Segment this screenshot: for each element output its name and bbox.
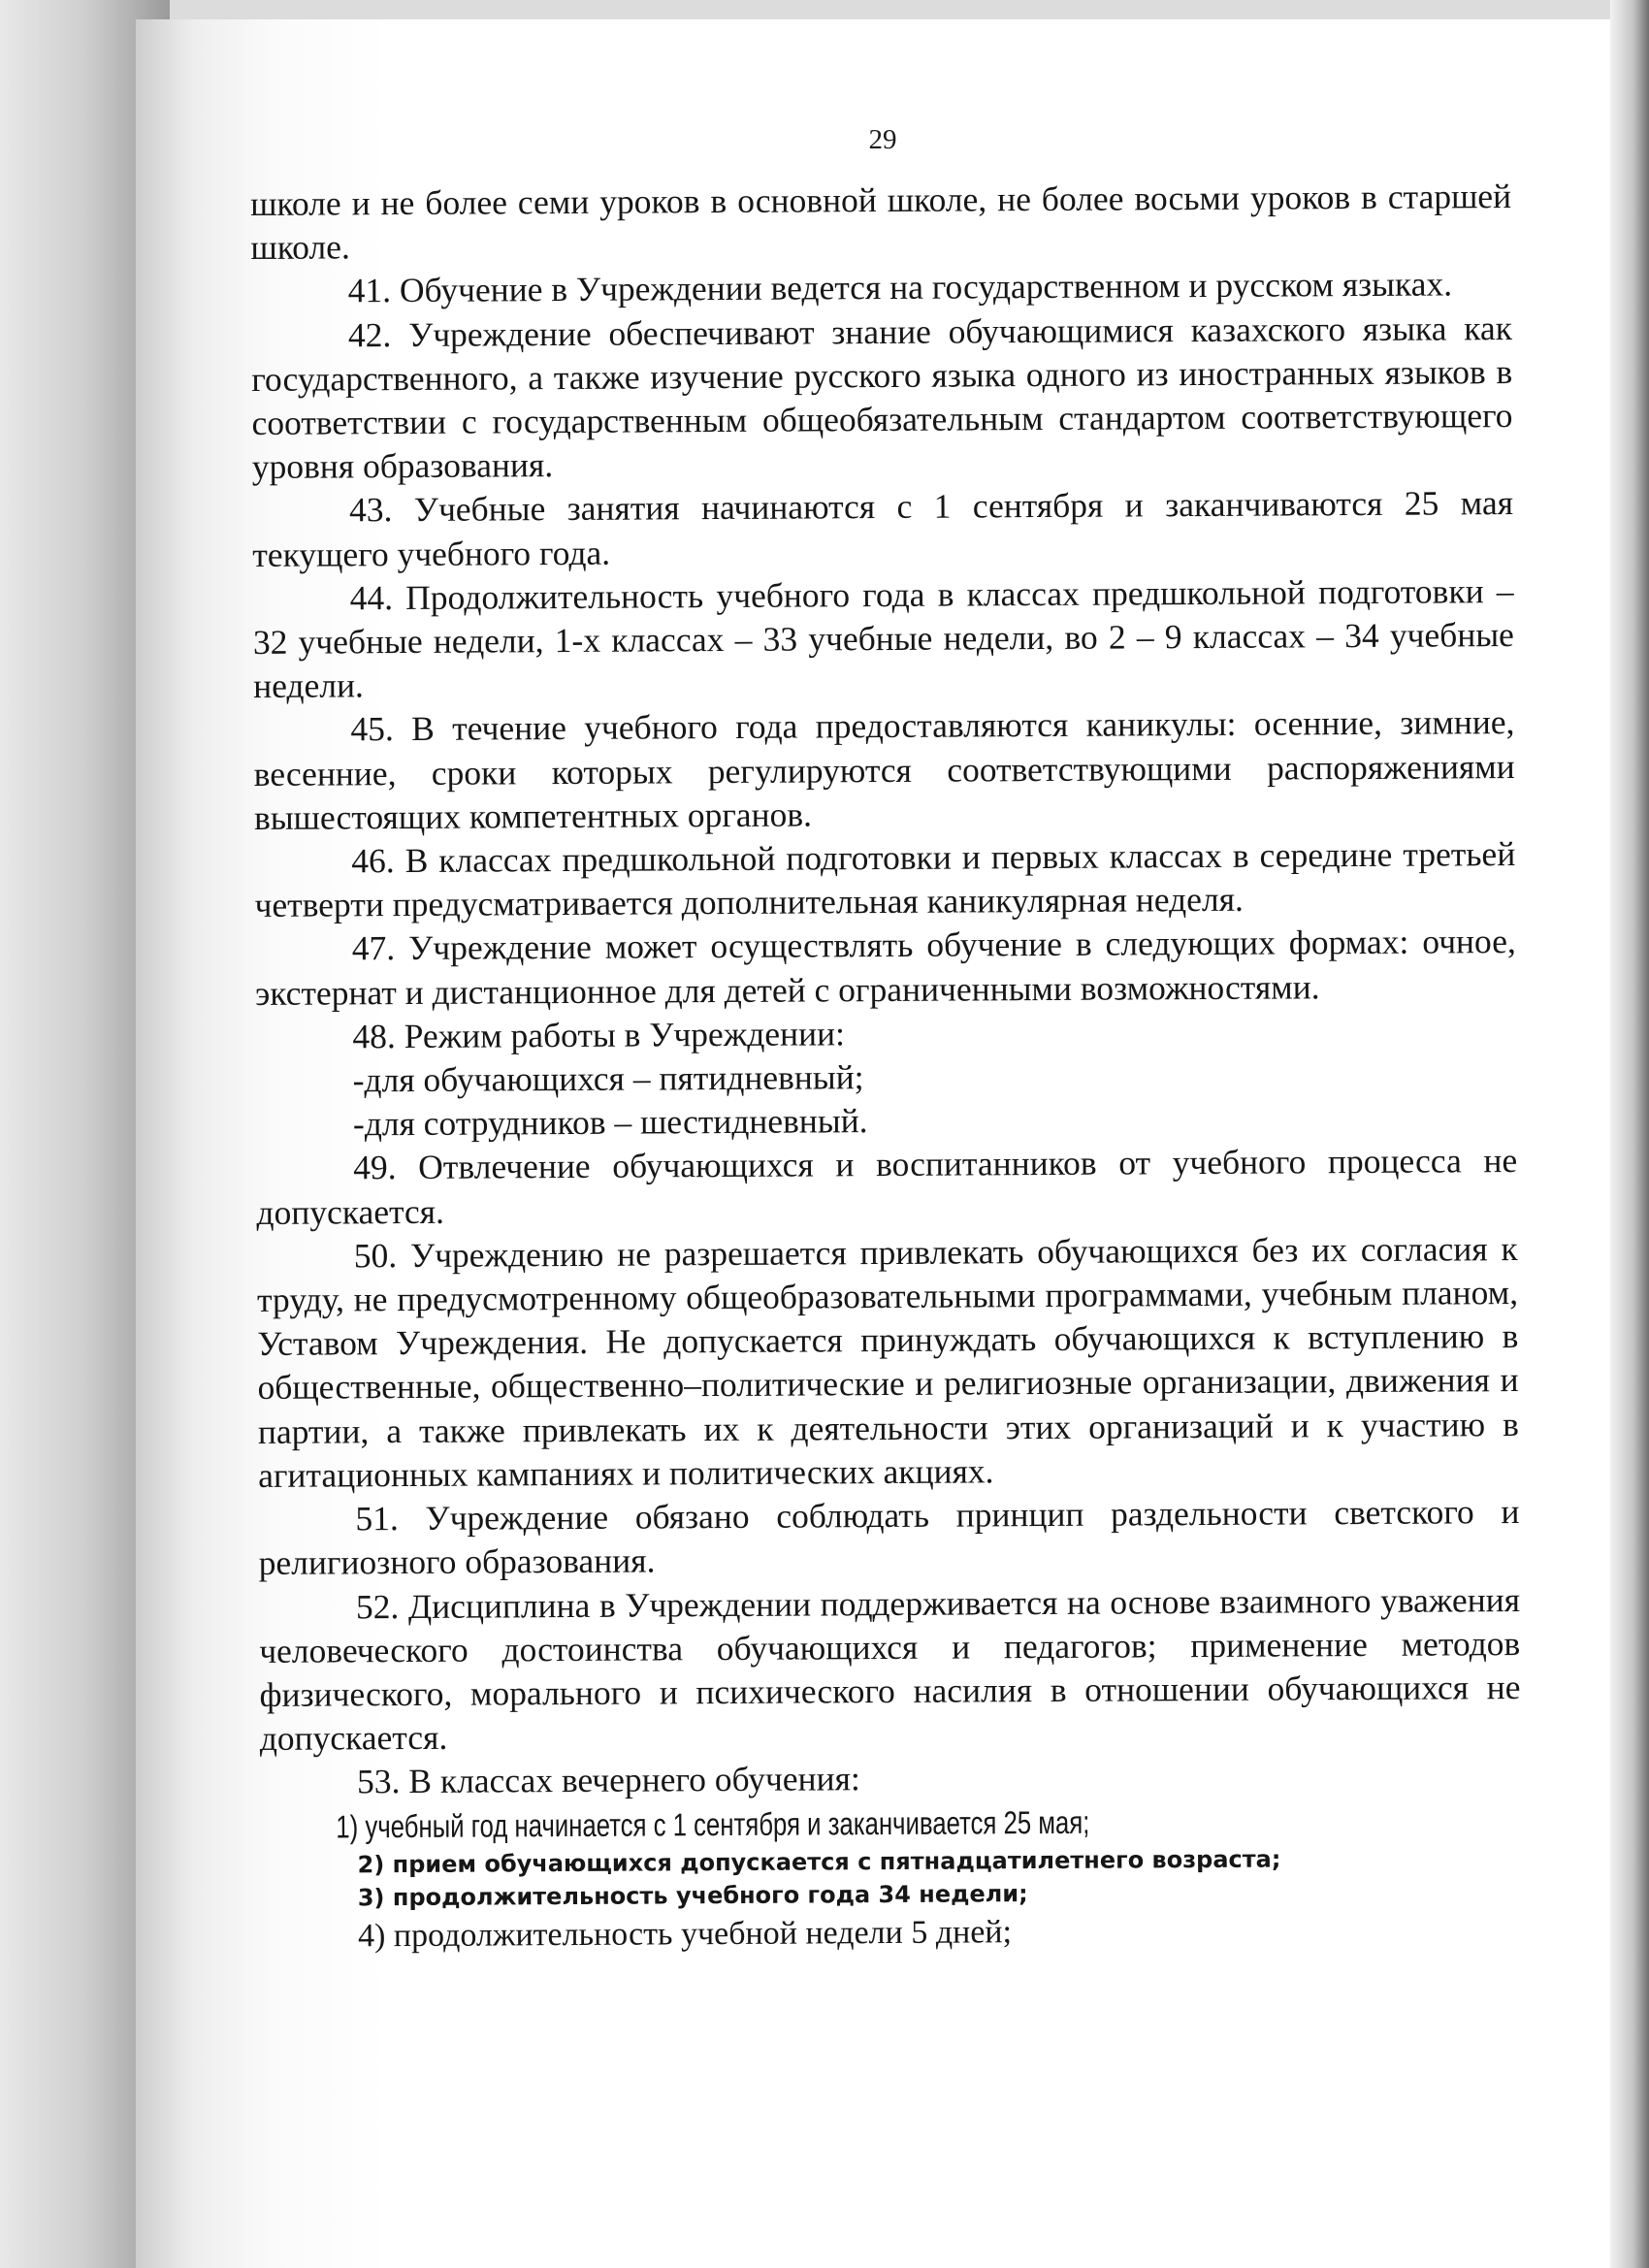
paragraph-52: 52. Дисциплина в Учреждении поддерживается на основе взаимного уважения человеческого достоинства обучающихся и педагогов; применение методов физического, морального и психического насилия в отношении обучающихся не допускается. — [259, 1579, 1521, 1759]
paragraph-47: 47. Учреждение может осуществлять обучение в следующих формах: очное, экстернат и дистанционное для детей с ограниченными возможностями. — [254, 922, 1516, 1013]
paragraph-49: 49. Отвлечение обучающихся и воспитанников от учебного процесса не допускается. — [256, 1141, 1518, 1232]
paragraph-continuation: школе и не более семи уроков в основной школе, не более восьми уроков в старшей школе. — [250, 177, 1512, 268]
document-body — [250, 175, 1522, 1959]
list-item: 4) продолжительность учебной недели 5 дней; — [357, 1913, 1013, 1955]
paragraph-41: 41. Обучение в Учреждении ведется на государственном и русском языках. — [347, 264, 1453, 310]
paragraph-43: 43. Учебные занятия начинаются с 1 сентября и заканчиваются 25 мая текущего учебного года. — [252, 483, 1514, 574]
paragraph-51: 51. Учреждение обязано соблюдать принцип раздельности светского и религиозного образования. — [258, 1492, 1520, 1583]
paragraph-53: 53. В классах вечернего обучения: — [356, 1759, 860, 1801]
paragraph-48: 48. Режим работы в Учреждении: — [352, 1014, 846, 1056]
list-item: -для обучающихся – пятидневный; — [352, 1057, 864, 1100]
list-item: -для сотрудников – шестидневный. — [352, 1101, 868, 1144]
paragraph-45: 45. В течение учебного года предоставляются каникулы: осенние, зимние, весенние, сроки которых регулируются соответствующими распоряжениями вышестоящих компетентных органов. — [253, 702, 1515, 837]
list-item: 2) прием обучающихся допускается с пятнадцатилетнего возраста; — [357, 1845, 1281, 1879]
page-edge-shadow — [1610, 0, 1649, 2268]
paragraph-46: 46. В классах предшкольной подготовки и первых классах в середине третьей четверти предусматривается дополнительная каникулярная неделя. — [254, 834, 1516, 925]
list-item: 1) учебный год начинается с 1 сентября и заканчивается 25 мая; — [336, 1803, 1090, 1845]
paragraph-44: 44. Продолжительность учебного года в классах предшкольной подготовки – 32 учебные недели, 1-х классах – 33 учебные недели, во 2 – 9 классах – 34 учебные недели. — [252, 570, 1514, 706]
paragraph-42: 42. Учреждение обеспечивают знание обучающимися казахского языка как государственного, а также изучение русского языка одного из иностранных языков в соответствии с государственным общеобязательным стандартом соответствующего уровня образования. — [251, 308, 1513, 487]
paragraph-50: 50. Учреждению не разрешается привлекать обучающихся без их согласия к труду, не предусмотренному общеобразовательными программами, учебным планом, Уставом Учреждения. Не допускается принуждать обучающихся к вступлению в общественные, общественно–политические и религиозные организации, движения и партии, а также привлекать их к деятельности этих организаций и к участию в агитационных кампаниях и политических акциях. — [256, 1228, 1519, 1495]
page-number: 29 — [868, 124, 897, 155]
list-item: 3) продолжительность учебного года 34 недели; — [357, 1879, 1028, 1912]
